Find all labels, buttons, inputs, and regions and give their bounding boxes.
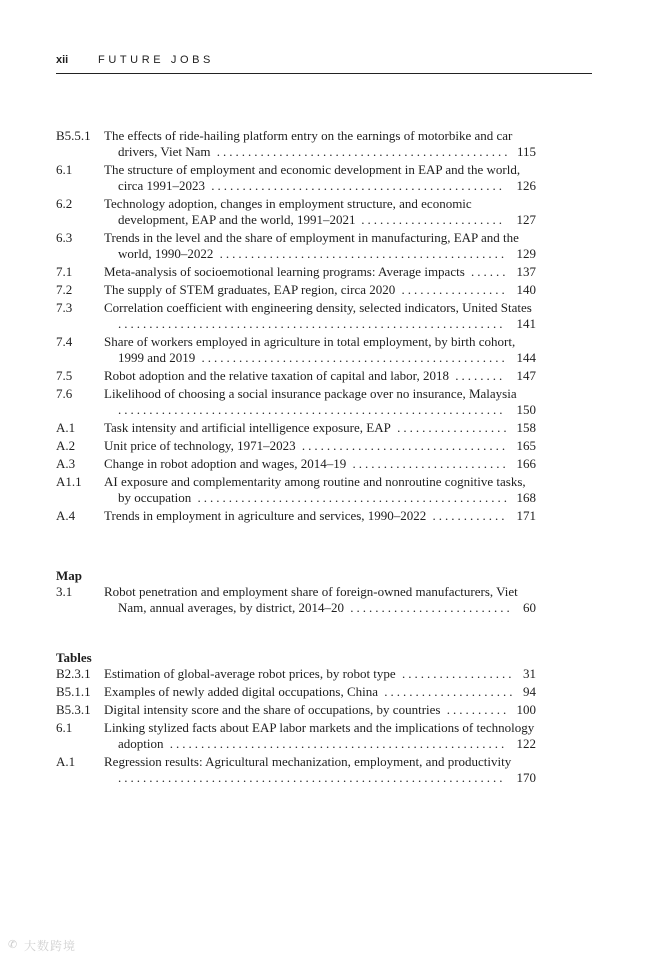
tables-list [56, 666, 536, 786]
toc-entry [56, 128, 536, 160]
entry-page-number: 115 [516, 144, 536, 159]
entry-number: 7.4 [56, 334, 73, 349]
dot-leader: .......................... [344, 600, 519, 615]
entry-page-number: 166 [516, 456, 536, 471]
dot-leader: ............................................... [210, 144, 517, 159]
entry-title-text: Robot penetration and employment share of foreign-owned manufacturers, Viet Nam, annual averages, by district, 2014–20 [104, 584, 518, 615]
entry-page-number: 165 [516, 438, 536, 453]
entry-number: 7.6 [56, 386, 73, 401]
entry-page-number: 60 [523, 600, 536, 615]
entry-number: B5.3.1 [56, 702, 91, 717]
toc-entry [56, 438, 536, 454]
toc-entry [56, 230, 536, 262]
toc-entry [56, 368, 536, 384]
entry-number: A.1 [56, 754, 76, 769]
entry-title [104, 584, 536, 616]
dot-leader: ................................................. [195, 350, 515, 365]
dot-leader: ............................................... [205, 178, 512, 193]
entry-title-text: Linking stylized facts about EAP labor markets and the implications of technology adoption [104, 720, 535, 751]
entry-title [104, 230, 536, 262]
entry-page-number: 126 [516, 178, 536, 193]
entry-title [104, 438, 536, 454]
entry-page-number: 140 [516, 282, 536, 297]
entry-title [104, 300, 536, 332]
entry-title-text: Likelihood of choosing a social insurance package over no insurance, Malaysia [104, 386, 517, 401]
entry-page-number: 170 [516, 770, 536, 785]
entry-number: 7.3 [56, 300, 73, 315]
dot-leader: ..................... [378, 684, 522, 699]
entry-title [104, 684, 536, 700]
entry-number: 6.1 [56, 720, 73, 735]
entry-number: 7.5 [56, 368, 73, 383]
toc-entry [56, 666, 536, 682]
entry-number: 7.1 [56, 264, 73, 279]
dot-leader: ................................. [295, 438, 515, 453]
entry-title [104, 264, 536, 280]
dot-leader: ...... [464, 264, 515, 279]
entry-number: B2.3.1 [56, 666, 91, 681]
entry-number: 7.2 [56, 282, 73, 297]
dot-leader: .............................................................. [118, 770, 512, 785]
entry-title [104, 334, 536, 366]
entry-title [104, 474, 536, 506]
tables-section [56, 649, 536, 788]
entry-page-number: 141 [516, 316, 536, 331]
entry-title-text: Correlation coefficient with engineering density, selected indicators, United States [104, 300, 532, 315]
entry-title [104, 368, 536, 384]
entry-title [104, 196, 536, 228]
entry-number: B5.1.1 [56, 684, 91, 699]
entry-title-text: Digital intensity score and the share of occupations, by countries [104, 702, 441, 717]
entry-page-number: 158 [516, 420, 536, 435]
entry-title [104, 128, 536, 160]
figures-section [56, 128, 536, 526]
entry-number: A.4 [56, 508, 76, 523]
page-number: xii [56, 54, 69, 66]
map-list [56, 584, 536, 616]
entry-page-number: 129 [516, 246, 536, 261]
running-header [56, 54, 592, 74]
entry-number: 6.3 [56, 230, 73, 245]
entry-number: 3.1 [56, 584, 73, 599]
entry-title [104, 666, 536, 682]
entry-page-number: 94 [523, 684, 536, 699]
entry-title [104, 720, 536, 752]
entry-number: A.1 [56, 420, 76, 435]
header-rule [56, 73, 592, 74]
entry-title-text: Regression results: Agricultural mechanization, employment, and productivity [104, 754, 512, 769]
entry-title [104, 754, 536, 786]
running-title: FUTURE JOBS [98, 54, 214, 66]
entry-page-number: 137 [516, 264, 536, 279]
entry-page-number: 147 [516, 368, 536, 383]
toc-entry [56, 386, 536, 418]
watermark [8, 936, 98, 952]
dot-leader: .................. [395, 666, 521, 681]
entry-page-number: 171 [516, 508, 536, 523]
entry-number: A.3 [56, 456, 76, 471]
entry-title [104, 162, 536, 194]
dot-leader: .................................................. [191, 490, 517, 505]
entry-title-text: Unit price of technology, 1971–2023 [104, 438, 296, 453]
dot-leader: ................. [395, 282, 514, 297]
toc-entry [56, 702, 536, 718]
entry-title [104, 508, 536, 524]
toc-entry [56, 684, 536, 700]
dot-leader: ....................... [354, 212, 512, 227]
entry-title-text: The effects of ride-hailing platform entry on the earnings of motorbike and car drivers, Viet Nam [104, 128, 513, 159]
dot-leader: .............................................................. [118, 402, 512, 417]
toc-entry [56, 720, 536, 752]
dot-leader: .................. [390, 420, 516, 435]
entry-page-number: 150 [516, 402, 536, 417]
toc-entry [56, 456, 536, 472]
entry-title-text: Meta-analysis of socioemotional learning programs: Average impacts [104, 264, 465, 279]
toc-entry [56, 474, 536, 506]
entry-title [104, 456, 536, 472]
entry-title-text: Robot adoption and the relative taxation of capital and labor, 2018 [104, 368, 449, 383]
dot-leader: ............ [426, 508, 514, 523]
entry-page-number: 122 [516, 736, 536, 751]
toc-entry [56, 282, 536, 298]
entry-title [104, 420, 536, 436]
watermark-text: 大数跨境 [24, 939, 77, 953]
entry-title [104, 702, 536, 718]
figures-list [56, 128, 536, 524]
entry-title-text: Share of workers employed in agriculture in total employment, by birth cohort, 1999 and 2019 [104, 334, 516, 365]
entry-title-text: Change in robot adoption and wages, 2014–19 [104, 456, 347, 471]
entry-title-text: The supply of STEM graduates, EAP region, circa 2020 [104, 282, 396, 297]
toc-entry [56, 420, 536, 436]
entry-title-text: AI exposure and complementarity among routine and nonroutine cognitive tasks, by occupation [104, 474, 526, 505]
entry-page-number: 31 [523, 666, 536, 681]
entry-page-number: 168 [516, 490, 536, 505]
entry-title-text: Estimation of global-average robot prices, by robot type [104, 666, 396, 681]
entry-page-number: 144 [516, 350, 536, 365]
toc-entry [56, 300, 536, 332]
toc-entry [56, 508, 536, 524]
tables-heading: Tables [56, 650, 92, 665]
entry-number: B5.5.1 [56, 128, 91, 143]
entry-title-text: Examples of newly added digital occupations, China [104, 684, 379, 699]
dot-leader: .............................................................. [118, 316, 512, 331]
toc-entry [56, 162, 536, 194]
entry-title-text: Technology adoption, changes in employment structure, and economic development, EAP and the world, 1991–2021 [104, 196, 472, 227]
entry-number: 6.1 [56, 162, 73, 177]
toc-entry [56, 334, 536, 366]
entry-title [104, 386, 536, 418]
toc-entry [56, 264, 536, 280]
entry-title-text: Trends in the level and the share of employment in manufacturing, EAP and the world, 1990–2022 [104, 230, 519, 261]
toc-entry [56, 196, 536, 228]
map-heading: Map [56, 568, 82, 583]
dot-leader: .......... [440, 702, 516, 717]
dot-leader: ......................... [346, 456, 516, 471]
entry-number: A.2 [56, 438, 76, 453]
entry-title [104, 282, 536, 298]
entry-page-number: 100 [516, 702, 536, 717]
entry-title-text: Task intensity and artificial intelligence exposure, EAP [104, 420, 391, 435]
entry-title-text: The structure of employment and economic development in EAP and the world, circa 1991–2023 [104, 162, 521, 193]
toc-entry [56, 754, 536, 786]
dot-leader: ........ [448, 368, 512, 383]
toc-entry [56, 584, 536, 616]
entry-title-text: Trends in employment in agriculture and services, 1990–2022 [104, 508, 427, 523]
map-section [56, 567, 536, 618]
logo-icon: ✆ [8, 938, 18, 951]
entry-number: A1.1 [56, 474, 82, 489]
dot-leader: .............................................. [213, 246, 514, 261]
entry-page-number: 127 [516, 212, 536, 227]
dot-leader: ...................................................... [163, 736, 514, 751]
entry-number: 6.2 [56, 196, 73, 211]
